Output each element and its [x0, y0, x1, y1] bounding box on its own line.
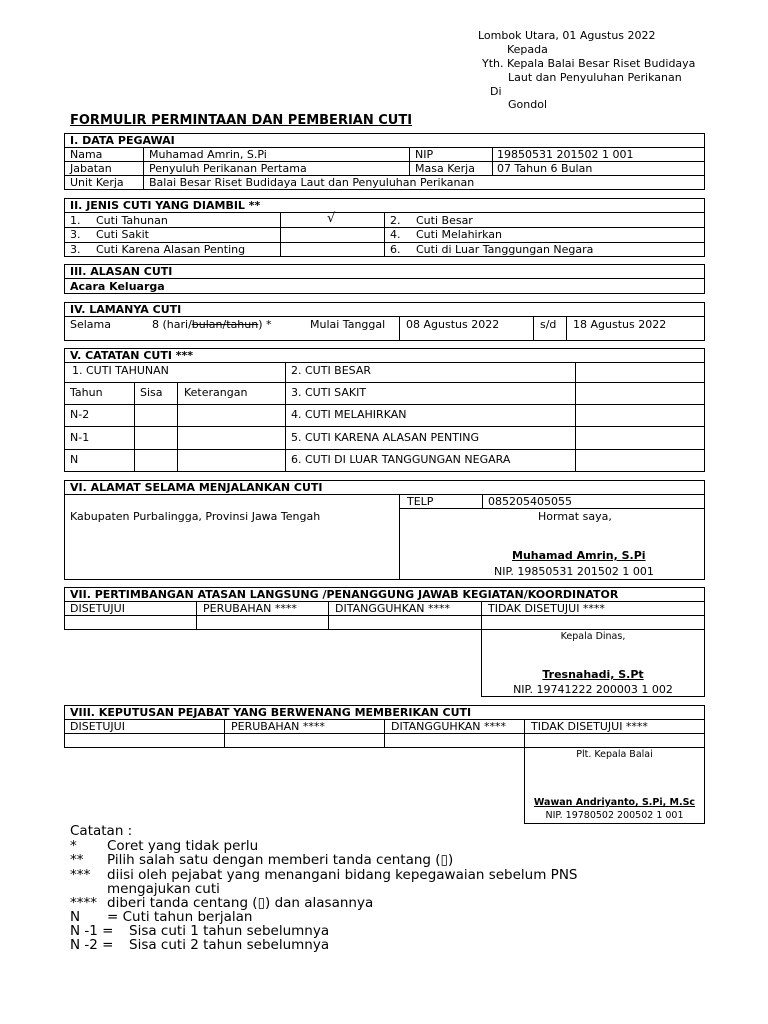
place-date: Lombok Utara, 01 Agustus 2022	[478, 29, 656, 42]
jenis-cuti-melahirkan[interactable]: Cuti Melahirkan	[416, 228, 503, 241]
s8-tidak-disetujui-header: TIDAK DISETUJUI ****	[531, 720, 648, 733]
nip-value: 19850531 201502 1 001	[497, 148, 634, 161]
di-label: Di	[490, 85, 502, 98]
note-key-2: **	[70, 852, 84, 868]
col-tahun: Tahun	[70, 386, 103, 399]
notes-title: Catatan :	[70, 823, 133, 839]
s8-official-name: Wawan Andriyanto, S.Pi, M.Sc	[533, 797, 696, 808]
mulai-value: 08 Agustus 2022	[406, 318, 500, 331]
sd-label: s/d	[540, 318, 557, 331]
catatan-cuti-besar: 2. CUTI BESAR	[291, 364, 372, 377]
hormat-saya: Hormat saya,	[538, 510, 612, 523]
addressee-line-1: Yth. Kepala Balai Besar Riset Budidaya	[482, 57, 696, 70]
selama-label: Selama	[70, 318, 112, 331]
note-text-2: Pilih salah satu dengan memberi tanda centang (▯)	[107, 852, 454, 868]
note-text-1: Coret yang tidak perlu	[107, 838, 259, 854]
duration-value: 8 (hari/bulan/tahun) *	[152, 318, 272, 331]
to-label: Kepada	[507, 43, 548, 56]
telp-label: TELP	[407, 495, 434, 508]
jenis-no-4: 4.	[390, 228, 401, 241]
section-8-heading: VIII. KEPUTUSAN PEJABAT YANG BERWENANG MEMBERIKAN CUTI	[70, 706, 472, 719]
unit-kerja-value: Balai Besar Riset Budidaya Laut dan Penyuluhan Perikanan	[149, 176, 475, 189]
masa-kerja-label: Masa Kerja	[415, 162, 475, 175]
applicant-name: Muhamad Amrin, S.Pi	[512, 549, 646, 562]
catatan-cuti-tahunan: 1. CUTI TAHUNAN	[72, 364, 169, 377]
s7-ditangguhkan-header: DITANGGUHKAN ****	[335, 602, 450, 615]
note-text-3a: diisi oleh pejabat yang menangani bidang kepegawaian sebelum PNS	[107, 867, 578, 883]
unit-kerja-label: Unit Kerja	[70, 176, 124, 189]
section-4-heading: IV. LAMANYA CUTI	[70, 303, 182, 316]
jabatan-label: Jabatan	[70, 162, 112, 175]
catatan-cuti-melahirkan: 4. CUTI MELAHIRKAN	[291, 408, 407, 421]
catatan-cuti-alasan-penting: 5. CUTI KARENA ALASAN PENTING	[291, 431, 479, 444]
form-title: FORMULIR PERMINTAAN DAN PEMBERIAN CUTI	[70, 113, 413, 128]
s7-official-name: Tresnahadi, S.Pt	[542, 668, 644, 681]
note-key-3: ***	[70, 867, 91, 883]
check-mark-icon[interactable]: √	[327, 211, 336, 226]
sampai-value: 18 Agustus 2022	[573, 318, 667, 331]
row-n: N	[70, 453, 79, 466]
masa-kerja-value: 07 Tahun 6 Bulan	[497, 162, 593, 175]
catatan-cuti-sakit: 3. CUTI SAKIT	[291, 386, 367, 399]
address-value: Kabupaten Purbalingga, Provinsi Jawa Tengah	[70, 510, 321, 523]
section-1-heading: I. DATA PEGAWAI	[70, 134, 175, 147]
section-5-heading: V. CATATAN CUTI ***	[70, 349, 194, 362]
section-3-heading: III. ALASAN CUTI	[70, 265, 173, 278]
jenis-no-2: 2.	[390, 214, 401, 227]
note-text-6: Sisa cuti 1 tahun sebelumnya	[129, 923, 330, 939]
jabatan-value: Penyuluh Perikanan Pertama	[149, 162, 307, 175]
note-key-7: N -2 =	[70, 937, 114, 953]
mulai-label: Mulai Tanggal	[310, 318, 386, 331]
note-key-1: *	[70, 838, 77, 854]
jenis-no-3: 3.	[70, 228, 81, 241]
note-text-5: = Cuti tahun berjalan	[107, 909, 253, 925]
s8-disetujui-header: DISETUJUI	[70, 720, 125, 733]
note-text-7: Sisa cuti 2 tahun sebelumnya	[129, 937, 330, 953]
s8-official-nip: NIP. 19780502 200502 1 001	[545, 810, 684, 821]
location: Gondol	[508, 98, 547, 111]
jenis-cuti-besar[interactable]: Cuti Besar	[416, 214, 473, 227]
addressee-line-2: Laut dan Penyuluhan Perikanan	[508, 71, 682, 84]
note-key-5: N	[70, 909, 81, 925]
jenis-cuti-tahunan[interactable]: Cuti Tahunan	[96, 214, 168, 227]
note-text-4: diberi tanda centang (▯) dan alasannya	[107, 895, 374, 911]
jenis-no-1: 1.	[70, 214, 81, 227]
jenis-no-6: 6.	[390, 243, 401, 256]
jenis-cuti-luar-tanggungan[interactable]: Cuti di Luar Tanggungan Negara	[416, 243, 594, 256]
row-n-2: N-2	[70, 408, 90, 421]
jenis-cuti-sakit[interactable]: Cuti Sakit	[96, 228, 149, 241]
s7-role: Kepala Dinas,	[560, 631, 626, 642]
section-2-heading: II. JENIS CUTI YANG DIAMBIL **	[70, 199, 261, 212]
nama-value: Muhamad Amrin, S.Pi	[149, 148, 267, 161]
s7-disetujui-header: DISETUJUI	[70, 602, 125, 615]
section-7-heading: VII. PERTIMBANGAN ATASAN LANGSUNG /PENANGGUNG JAWAB KEGIATAN/KOORDINATOR	[70, 588, 619, 601]
s8-role: Plt. Kepala Balai	[576, 749, 653, 760]
s8-perubahan-header: PERUBAHAN ****	[231, 720, 325, 733]
note-text-3b: mengajukan cuti	[107, 881, 220, 897]
col-sisa: Sisa	[140, 386, 163, 399]
catatan-cuti-luar-tanggungan: 6. CUTI DI LUAR TANGGUNGAN NEGARA	[291, 453, 511, 466]
col-keterangan: Keterangan	[184, 386, 248, 399]
s7-tidak-disetujui-header: TIDAK DISETUJUI ****	[488, 602, 605, 615]
s7-official-nip: NIP. 19741222 200003 1 002	[513, 683, 673, 696]
telp-value: 085205405055	[488, 495, 572, 508]
applicant-nip: NIP. 19850531 201502 1 001	[494, 565, 654, 578]
note-key-6: N -1 =	[70, 923, 114, 939]
alasan-value: Acara Keluarga	[70, 280, 165, 293]
s8-ditangguhkan-header: DITANGGUHKAN ****	[391, 720, 506, 733]
section-6-heading: VI. ALAMAT SELAMA MENJALANKAN CUTI	[70, 481, 323, 494]
nip-label: NIP	[415, 148, 434, 161]
note-key-4: ****	[70, 895, 97, 911]
jenis-cuti-alasan-penting[interactable]: Cuti Karena Alasan Penting	[96, 243, 246, 256]
row-n-1: N-1	[70, 431, 90, 444]
s7-perubahan-header: PERUBAHAN ****	[203, 602, 297, 615]
jenis-no-5: 3.	[70, 243, 81, 256]
nama-label: Nama	[70, 148, 103, 161]
